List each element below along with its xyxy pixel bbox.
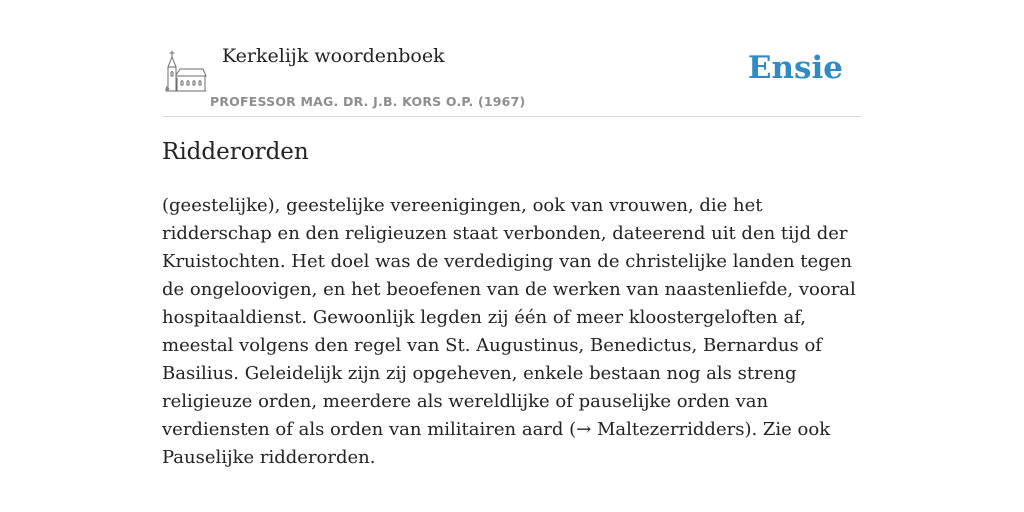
book-author: PROFESSOR MAG. DR. J.B. KORS O.P. (1967) <box>210 94 526 109</box>
book-title[interactable]: Kerkelijk woordenboek <box>222 45 445 67</box>
arrow-right-icon: → <box>576 419 592 440</box>
entry-title: Ridderorden <box>162 139 309 165</box>
church-icon <box>165 49 207 95</box>
entry-body-text: (geestelijke), geestelijke vereenigingen, ook van vrouwen, die het ridderschap en den religieuzen staat verbonden, dateerend uit den tijd der Kruistochten. Het doel was de verdediging van de christelijke landen tegen de ongeloovigen, en het beoefenen van de werken van naastenliefde, vooral hospitaaldienst. Gewoonlijk legden zij één of meer kloostergeloften af, meestal volgens den regel van St. Augustinus, Benedictus, Bernardus of Basilius. Geleidelijk zijn zij opgeheven, enkele bestaan nog als streng religieuze orden, meerdere als wereldlijke of pauselijke orden van verdiensten of als orden van militairen aard ( <box>162 195 856 440</box>
crossref-link-maltezerridders[interactable]: Maltezerridders <box>597 419 745 440</box>
entry-body-text-end: ). Zie ook Pauselijke ridderorden. <box>162 419 831 468</box>
book-header <box>162 40 862 117</box>
entry-body <box>162 192 862 472</box>
brand-logo[interactable]: Ensie <box>747 50 843 86</box>
